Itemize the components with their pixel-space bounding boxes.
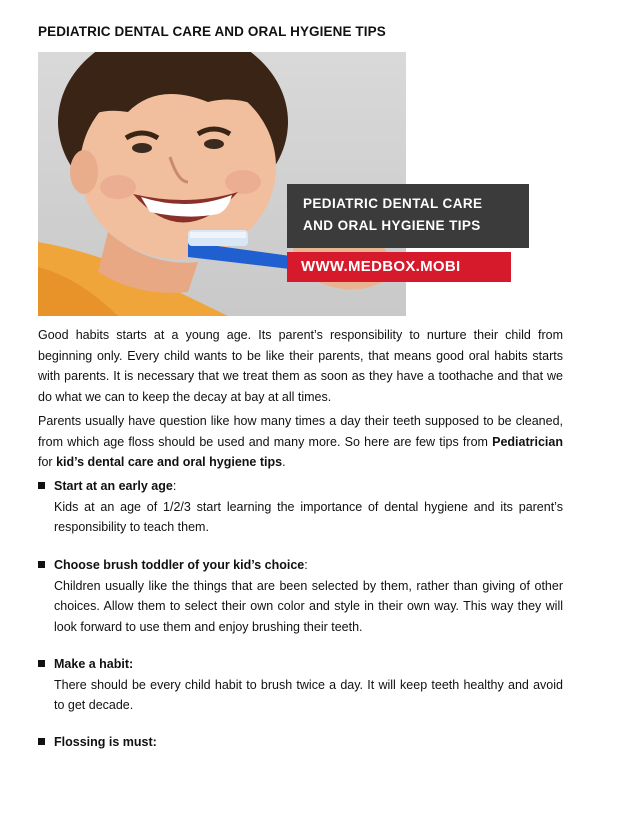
tip-heading-suffix: : xyxy=(172,479,177,493)
tip-body: Kids at an age of 1/2/3 start learning the importance of dental hygiene and its parent’s responsibility to teach them. xyxy=(54,499,563,534)
hero-banner xyxy=(287,184,529,248)
hero-banner-line1: PEDIATRIC DENTAL CARE xyxy=(303,196,483,211)
tips-intro-text: Parents usually have question like how many times a day their teeth supposed to be cleaned, from which age floss should be used and many more. So here are few tips from xyxy=(38,414,563,449)
bullet-icon xyxy=(38,660,45,667)
bullet-icon xyxy=(38,738,45,745)
pediatrician-term: Pediatrician xyxy=(492,434,563,449)
tip-body: There should be every child habit to brush twice a day. It will keep teeth healthy and avoid to get decade. xyxy=(54,677,563,712)
hero-url-banner xyxy=(287,252,511,282)
list-item xyxy=(38,654,563,716)
tip-body: Children usually like the things that are been selected by them, rather than giving of other choices. Allow them to select their own color and style in their own way. This way they will look forward to use them and enjoy brushing their teeth. xyxy=(54,578,563,634)
intro-paragraph: Good habits starts at a young age. Its parent’s responsibility to nurture their child from beginning only. Every child wants to be like their parents, that means good oral habits starts with parents. It is necessary that we treat them as soon as they have a toothache and that we do what we can to keep the decay at bay at all times. xyxy=(38,328,563,404)
list-item xyxy=(38,732,157,753)
tip-heading: Flossing is must: xyxy=(54,735,157,749)
tip-heading-suffix: : xyxy=(304,558,308,572)
tip-heading: Choose brush toddler of your kid’s choice xyxy=(54,558,305,572)
tips-intro-end: . xyxy=(282,455,286,469)
bullet-icon xyxy=(38,482,45,489)
tips-intro-mid: for xyxy=(38,455,57,469)
tips-intro-paragraph xyxy=(38,411,563,473)
bullet-icon xyxy=(38,561,45,568)
list-item xyxy=(38,476,563,538)
tips-topic-term: kid’s dental care and oral hygiene tips xyxy=(56,455,283,469)
tip-heading: Start at an early age xyxy=(54,479,173,493)
tip-heading: Make a habit: xyxy=(54,657,134,671)
hero-banner-line2: AND ORAL HYGIENE TIPS xyxy=(303,218,481,233)
hero-url: WWW.MEDBOX.MOBI xyxy=(301,258,461,275)
page-title: PEDIATRIC DENTAL CARE AND ORAL HYGIENE TIPS xyxy=(38,24,386,39)
list-item xyxy=(38,555,563,637)
